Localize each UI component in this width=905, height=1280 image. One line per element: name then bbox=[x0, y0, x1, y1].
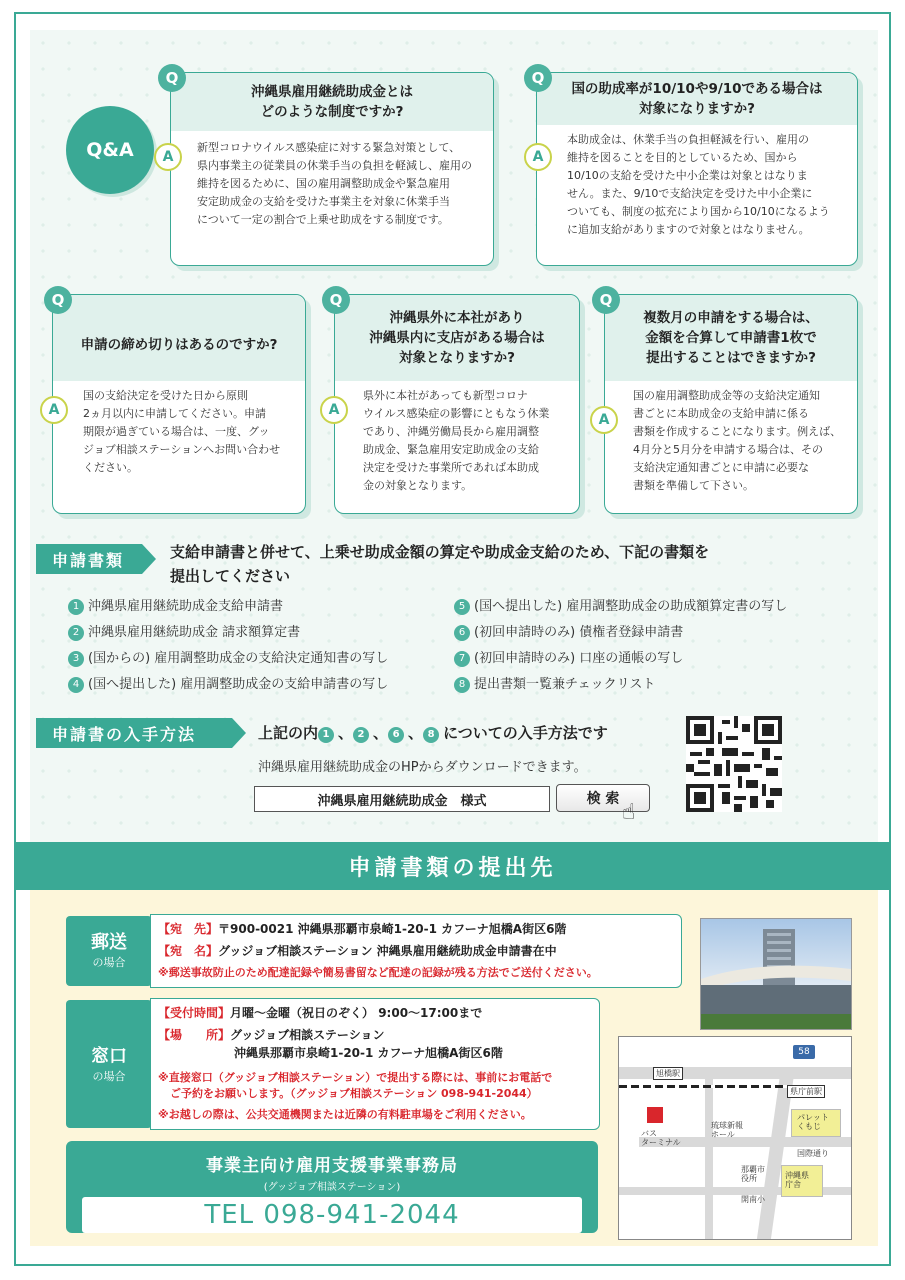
map-label-line: 那覇市 bbox=[741, 1165, 765, 1174]
question-line: 金額を合算して申請書1枚で bbox=[645, 330, 817, 346]
submission-banner bbox=[16, 842, 889, 890]
answer-line: であり、沖縄労働局長から雇用調整 bbox=[363, 425, 539, 438]
answer-line: 支給決定通知書ごとに申請に必要な bbox=[633, 461, 809, 474]
search-button[interactable] bbox=[556, 784, 650, 812]
answer-line: 国の支給決定を受けた日から原則 bbox=[83, 389, 248, 402]
document-item bbox=[68, 650, 388, 668]
note-line: ご予約をお願いします。（グッジョブ相談ステーション 098-941-2044） bbox=[170, 1087, 538, 1100]
qr-code-icon[interactable] bbox=[686, 716, 782, 812]
question-line: 対象になりますか? bbox=[639, 101, 755, 117]
map-label-line: ホール bbox=[711, 1130, 735, 1139]
q-badge-icon bbox=[158, 64, 186, 92]
map-label-line: 琉球新報 bbox=[711, 1121, 743, 1130]
map-label-line: 庁舎 bbox=[785, 1180, 801, 1189]
question-line: 沖縄県雇用継続助成金とは bbox=[251, 84, 413, 100]
a-badge-icon bbox=[524, 143, 552, 171]
mail-name bbox=[158, 942, 557, 960]
map-label-line: 役所 bbox=[741, 1174, 757, 1183]
window-note-2: ※お越しの際は、公共交通機関または近隣の有料駐車場をご利用ください。 bbox=[158, 1108, 532, 1121]
qa-answer-5 bbox=[633, 387, 851, 495]
answer-line: ウイルス感染症の影響にともなう休業 bbox=[363, 407, 550, 420]
mail-name-label: 【宛 名】 bbox=[158, 944, 219, 958]
num-badge-icon: 4 bbox=[68, 677, 84, 693]
mail-name-value: グッジョブ相談ステーション 沖縄県雇用継続助成金申請書在中 bbox=[218, 944, 557, 958]
documents-intro bbox=[170, 540, 850, 588]
window-place bbox=[158, 1026, 384, 1044]
document-item bbox=[454, 676, 655, 694]
question-line: 沖縄県外に本社があり bbox=[389, 310, 525, 326]
q-badge-icon bbox=[44, 286, 72, 314]
obtain-tag bbox=[36, 718, 232, 748]
documents-tag-label: 申請書類 bbox=[52, 550, 125, 570]
a-badge-icon bbox=[320, 396, 348, 424]
mail-note: ※郵送事故防止のため配達記録や簡易書留など配達の記録が残る方法でご送付ください。 bbox=[158, 966, 598, 979]
qa-circle-label: Q&A bbox=[86, 139, 134, 161]
mail-dest bbox=[158, 920, 566, 938]
building-illustration bbox=[701, 919, 851, 1029]
obtain-prefix: 上記の内 bbox=[258, 724, 319, 742]
mail-dest-value: 〒900-0021 沖縄県那覇市泉崎1-20-1 カフーナ旭橋A街区6階 bbox=[218, 922, 567, 936]
document-label: 沖縄県雇用継続助成金支給申請書 bbox=[88, 599, 284, 614]
pointer-hand-icon: ☝ bbox=[622, 800, 636, 825]
obtain-line-2: 沖縄県雇用継続助成金のHPからダウンロードできます。 bbox=[258, 760, 587, 775]
window-note-1 bbox=[158, 1070, 552, 1102]
answer-line: 維持を図ることを目的としているため、国から bbox=[567, 151, 798, 164]
map-label-kenchomae: 県庁前駅 bbox=[787, 1085, 825, 1098]
map-label-line: 沖縄県 bbox=[785, 1171, 809, 1180]
a-label: A bbox=[532, 149, 544, 165]
documents-tag bbox=[36, 544, 142, 574]
qa-circle bbox=[66, 106, 154, 194]
document-label: (国へ提出した) 雇用調整助成金の助成額算定書の写し bbox=[474, 599, 788, 614]
office-tel-bar bbox=[82, 1197, 582, 1233]
map-label-kainan: 開南小 bbox=[741, 1195, 765, 1204]
map-label-naha-city bbox=[741, 1165, 765, 1183]
document-label: (初回申請時のみ) 債権者登録申請書 bbox=[474, 625, 684, 640]
q-label: Q bbox=[599, 291, 613, 309]
num-badge-icon: 7 bbox=[454, 651, 470, 667]
answer-line: 10/10の支給を受けた中小企業は対象とはなりま bbox=[567, 169, 808, 182]
qa-item-4 bbox=[334, 294, 580, 514]
destination-marker-icon bbox=[647, 1107, 663, 1123]
a-badge-icon bbox=[40, 396, 68, 424]
answer-line: 2ヵ月以内に申請してください。申請 bbox=[83, 407, 266, 420]
window-place-value: グッジョブ相談ステーション bbox=[230, 1028, 385, 1042]
office-box bbox=[66, 1141, 598, 1233]
qa-answer-4 bbox=[363, 387, 573, 495]
a-label: A bbox=[48, 402, 60, 418]
window-place-label: 【場 所】 bbox=[158, 1028, 231, 1042]
search-input[interactable] bbox=[254, 786, 550, 812]
qa-item-3 bbox=[52, 294, 306, 514]
note-line: ※直接窓口（グッジョブ相談ステーション）で提出する際には、事前にお電話で bbox=[158, 1071, 553, 1084]
map-label-kokusai: 国際通り bbox=[797, 1149, 829, 1158]
map-label-asahibashi: 旭橋駅 bbox=[653, 1067, 683, 1080]
qa-question-4 bbox=[335, 295, 579, 381]
map-label-line: パレット bbox=[797, 1113, 829, 1122]
search-button-label: 検 索 bbox=[586, 791, 620, 807]
qa-item-5 bbox=[604, 294, 858, 514]
num-badge-icon: 2 bbox=[353, 727, 369, 743]
mail-type-big: 郵送 bbox=[91, 932, 127, 953]
answer-line: 国の雇用調整助成金等の支給決定通知 bbox=[633, 389, 820, 402]
map-label-bus bbox=[641, 1129, 681, 1147]
document-item bbox=[68, 676, 388, 694]
q-label: Q bbox=[51, 291, 65, 309]
mail-type-label bbox=[66, 916, 152, 986]
route-58-sign: 58 bbox=[793, 1045, 815, 1059]
a-label: A bbox=[598, 412, 610, 428]
map-label-line: バス bbox=[641, 1129, 657, 1138]
answer-line: 県内事業主の従業員の休業手当の負担を軽減し、雇用の bbox=[197, 159, 472, 172]
answer-line: 書ごとに本助成金の支給申請に係る bbox=[633, 407, 809, 420]
map-road bbox=[705, 1079, 713, 1239]
answer-line: 維持を図るために、国の雇用調整助成金や緊急雇用 bbox=[197, 177, 450, 190]
question-line: 申請の締め切りはあるのですか? bbox=[80, 337, 278, 353]
window-type-big: 窓口 bbox=[91, 1046, 127, 1067]
intro-line: 支給申請書と併せて、上乗せ助成金額の算定や助成金支給のため、下記の書類を bbox=[170, 543, 710, 561]
document-item bbox=[454, 650, 683, 668]
q-label: Q bbox=[165, 69, 179, 87]
answer-line: について一定の割合で上乗せ助成をする制度です。 bbox=[197, 213, 449, 226]
document-label: (初回申請時のみ) 口座の通帳の写し bbox=[474, 651, 684, 666]
document-item bbox=[454, 598, 787, 616]
answer-line: に追加支給がありますので対象とはなりません。 bbox=[567, 223, 810, 236]
mail-dest-label: 【宛 先】 bbox=[158, 922, 219, 936]
building-photo bbox=[700, 918, 852, 1030]
window-place-address: 沖縄県那覇市泉崎1-20-1 カフーナ旭橋A街区6階 bbox=[234, 1046, 503, 1060]
window-type-small: の場合 bbox=[92, 1070, 126, 1083]
document-label: (国からの) 雇用調整助成金の支給決定通知書の写し bbox=[88, 651, 389, 666]
location-map bbox=[618, 1036, 852, 1240]
map-label-ryukyu bbox=[711, 1121, 743, 1139]
question-line: 対象となりますか? bbox=[399, 350, 515, 366]
answer-line: 書類を準備して下さい。 bbox=[633, 479, 754, 492]
num-badge-icon: 8 bbox=[454, 677, 470, 693]
intro-line: 提出してください bbox=[170, 567, 291, 585]
qa-answer-2 bbox=[567, 131, 849, 239]
num-badge-icon: 1 bbox=[318, 727, 334, 743]
document-label: 沖縄県雇用継続助成金 請求額算定書 bbox=[88, 625, 301, 640]
window-hours-value: 月曜～金曜（祝日のぞく） 9:00～17:00まで bbox=[230, 1006, 483, 1020]
num-badge-icon: 2 bbox=[68, 625, 84, 641]
answer-line: 4月分と5月分を申請する場合は、その bbox=[633, 443, 823, 456]
a-badge-icon bbox=[590, 406, 618, 434]
question-line: 沖縄県内に支店がある場合は bbox=[369, 330, 545, 346]
answer-line: 期限が過ぎている場合は、一度、グッ bbox=[83, 425, 270, 438]
map-label-line: くもじ bbox=[797, 1122, 821, 1131]
qa-item-2 bbox=[536, 72, 858, 266]
document-item bbox=[68, 598, 283, 616]
a-badge-icon bbox=[154, 143, 182, 171]
question-line: どのような制度ですか? bbox=[260, 104, 404, 120]
qa-answer-3 bbox=[83, 387, 297, 477]
answer-line: 書類を作成することになります。例えば、 bbox=[633, 425, 842, 438]
map-label-pref bbox=[785, 1171, 809, 1189]
banner-title: 申請書類の提出先 bbox=[348, 855, 557, 881]
a-label: A bbox=[162, 149, 174, 165]
obtain-suffix: についての入手方法です bbox=[443, 724, 608, 742]
q-badge-icon bbox=[592, 286, 620, 314]
mail-type-small: の場合 bbox=[92, 956, 126, 969]
document-label: (国へ提出した) 雇用調整助成金の支給申請書の写し bbox=[88, 677, 389, 692]
document-item bbox=[68, 624, 300, 642]
q-badge-icon bbox=[322, 286, 350, 314]
map-label-line: ターミナル bbox=[641, 1138, 681, 1147]
num-badge-icon: 8 bbox=[423, 727, 439, 743]
question-line: 複数月の申請をする場合は、 bbox=[643, 310, 819, 326]
answer-line: ください。 bbox=[83, 461, 138, 474]
window-hours-label: 【受付時間】 bbox=[158, 1006, 231, 1020]
qa-question-1 bbox=[171, 73, 493, 131]
num-badge-icon: 6 bbox=[388, 727, 404, 743]
office-sub: (グッジョブ相談ステーション) bbox=[263, 1182, 401, 1193]
question-line: 提出することはできますか? bbox=[646, 350, 816, 366]
office-tel[interactable]: TEL 098-941-2044 bbox=[204, 1200, 460, 1230]
a-label: A bbox=[328, 402, 340, 418]
answer-line: せん。また、9/10で支給決定を受けた中小企業に bbox=[567, 187, 813, 200]
q-label: Q bbox=[531, 69, 545, 87]
question-line: 国の助成率が10/10や9/10である場合は bbox=[571, 81, 823, 97]
q-badge-icon bbox=[524, 64, 552, 92]
answer-line: 助成金、緊急雇用安定助成金の支給 bbox=[363, 443, 539, 456]
q-label: Q bbox=[329, 291, 343, 309]
qa-question-3 bbox=[53, 295, 305, 381]
qa-question-2 bbox=[537, 73, 857, 125]
map-label-pallet bbox=[797, 1113, 829, 1131]
window-hours bbox=[158, 1004, 482, 1022]
obtain-tag-label: 申請書の入手方法 bbox=[52, 724, 197, 744]
window-type-label bbox=[66, 1000, 152, 1128]
answer-line: 本助成金は、休業手当の負担軽減を行い、雇用の bbox=[567, 133, 809, 146]
num-badge-icon: 5 bbox=[454, 599, 470, 615]
answer-line: 金の対象となります。 bbox=[363, 479, 473, 492]
answer-line: 県外に本社があっても新型コロナ bbox=[363, 389, 528, 402]
num-badge-icon: 3 bbox=[68, 651, 84, 667]
obtain-line-1: 上記の内 1 、 2 、 6 、 8 についての入手方法です bbox=[258, 724, 608, 742]
answer-line: ついても、制度の拡充により国から10/10になるよう bbox=[567, 205, 830, 218]
qa-answer-1 bbox=[197, 139, 487, 229]
qa-question-5 bbox=[605, 295, 857, 381]
num-badge-icon: 6 bbox=[454, 625, 470, 641]
num-badge-icon: 1 bbox=[68, 599, 84, 615]
document-item bbox=[454, 624, 683, 642]
answer-line: ジョブ相談ステーションへお問い合わせ bbox=[83, 443, 281, 456]
answer-line: 安定助成金の支給を受けた事業主を対象に休業手当 bbox=[197, 195, 450, 208]
qa-item-1 bbox=[170, 72, 494, 266]
answer-line: 新型コロナウイルス感染症に対する緊急対策として、 bbox=[197, 141, 461, 154]
document-label: 提出書類一覧兼チェックリスト bbox=[474, 677, 656, 692]
office-name: 事業主向け雇用支援事業事務局 bbox=[206, 1156, 458, 1176]
answer-line: 決定を受けた事業所であれば本助成 bbox=[363, 461, 539, 474]
